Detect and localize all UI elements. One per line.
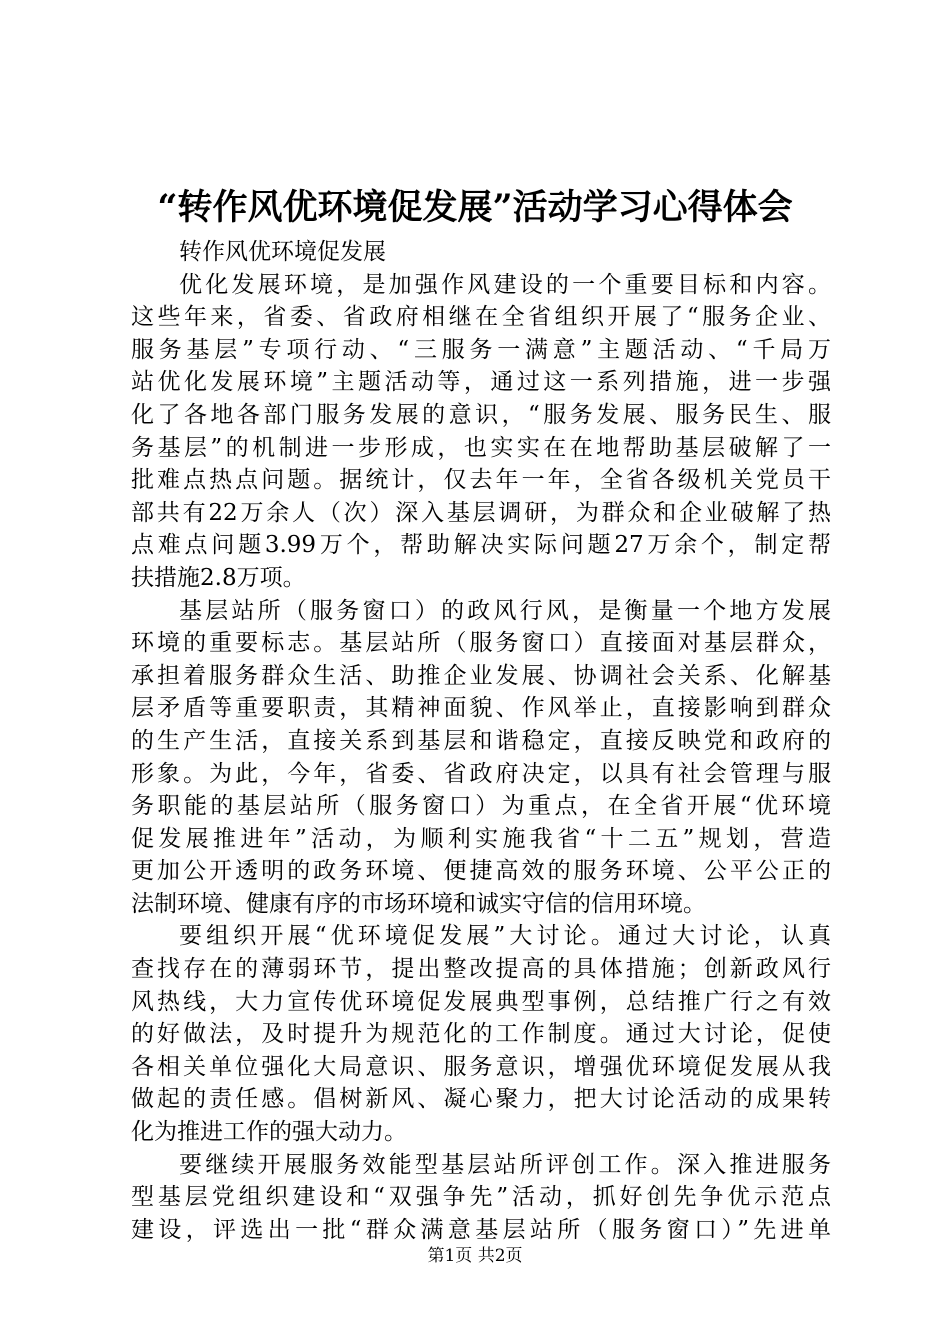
paragraph-line: 各相关单位强化大局意识、服务意识，增强优环境促发展从我 — [131, 1053, 831, 1080]
paragraph-line: 部共有22万余人（次）深入基层调研，为群众和企业破解了热 — [131, 499, 831, 526]
paragraph-line: 法制环境、健康有序的市场环境和诚实守信的信用环境。 — [131, 890, 706, 917]
paragraph-line: 建设，评选出一批“群众满意基层站所（服务窗口）”先进单 — [131, 1216, 831, 1243]
paragraph-line: 站优化发展环境”主题活动等，通过这一系列措施，进一步强 — [131, 369, 831, 396]
paragraph-line: 务职能的基层站所（服务窗口）为重点，在全省开展“优环境 — [131, 793, 831, 820]
document-title: “转作风优环境促发展”活动学习心得体会 — [157, 187, 793, 228]
paragraph-line: 批难点热点问题。据统计，仅去年一年，全省各级机关党员干 — [131, 467, 831, 494]
paragraph-line: 务基层”的机制进一步形成，也实实在在地帮助基层破解了一 — [131, 434, 831, 461]
paragraph-line: 做起的责任感。倡树新风、凝心聚力，把大讨论活动的成果转 — [131, 1086, 831, 1113]
paragraph-line: 环境的重要标志。基层站所（服务窗口）直接面对基层群众， — [131, 630, 831, 657]
subtitle-line: 转作风优环境促发展 — [179, 239, 386, 265]
page-number-footer: 第1页 共2页 — [427, 1246, 523, 1266]
paragraph-line: 基层站所（服务窗口）的政风行风，是衡量一个地方发展 — [179, 597, 831, 624]
paragraph-line: 服务基层”专项行动、“三服务一满意”主题活动、“千局万 — [131, 336, 831, 363]
paragraph-line: 点难点问题3.99万个，帮助解决实际问题27万余个，制定帮 — [131, 532, 831, 559]
paragraph-line: 化为推进工作的强大动力。 — [131, 1119, 407, 1146]
paragraph-line: 更加公开透明的政务环境、便捷高效的服务环境、公平公正的 — [131, 858, 831, 885]
paragraph-line: 查找存在的薄弱环节，提出整改提高的具体措施；创新政风行 — [131, 956, 831, 983]
paragraph-line: 扶措施2.8万项。 — [131, 564, 306, 591]
paragraph-line: 形象。为此，今年，省委、省政府决定，以具有社会管理与服 — [131, 760, 831, 787]
paragraph-line: 要继续开展服务效能型基层站所评创工作。深入推进服务 — [179, 1151, 831, 1178]
paragraph-line: 承担着服务群众生活、助推企业发展、协调社会关系、化解基 — [131, 662, 831, 689]
paragraph-line: 化了各地各部门服务发展的意识，“服务发展、服务民生、服 — [131, 401, 831, 428]
paragraph-line: 的好做法，及时提升为规范化的工作制度。通过大讨论，促使 — [131, 1021, 831, 1048]
paragraph-line: 层矛盾等重要职责，其精神面貌、作风举止，直接影响到群众 — [131, 695, 831, 722]
document-body — [131, 236, 831, 1246]
paragraph-line: 风热线，大力宣传优环境促发展典型事例，总结推广行之有效 — [131, 988, 831, 1015]
paragraph-line: 要组织开展“优环境促发展”大讨论。通过大讨论，认真 — [179, 923, 831, 950]
paragraph-line: 的生产生活，直接关系到基层和谐稳定，直接反映党和政府的 — [131, 727, 831, 754]
paragraph-line: 优化发展环境，是加强作风建设的一个重要目标和内容。 — [179, 271, 831, 298]
paragraph-line: 型基层党组织建设和“双强争先”活动，抓好创先争优示范点 — [131, 1184, 831, 1211]
paragraph-line: 这些年来，省委、省政府相继在全省组织开展了“服务企业、 — [131, 304, 831, 331]
paragraph-line: 促发展推进年”活动，为顺利实施我省“十二五”规划，营造 — [131, 825, 831, 852]
